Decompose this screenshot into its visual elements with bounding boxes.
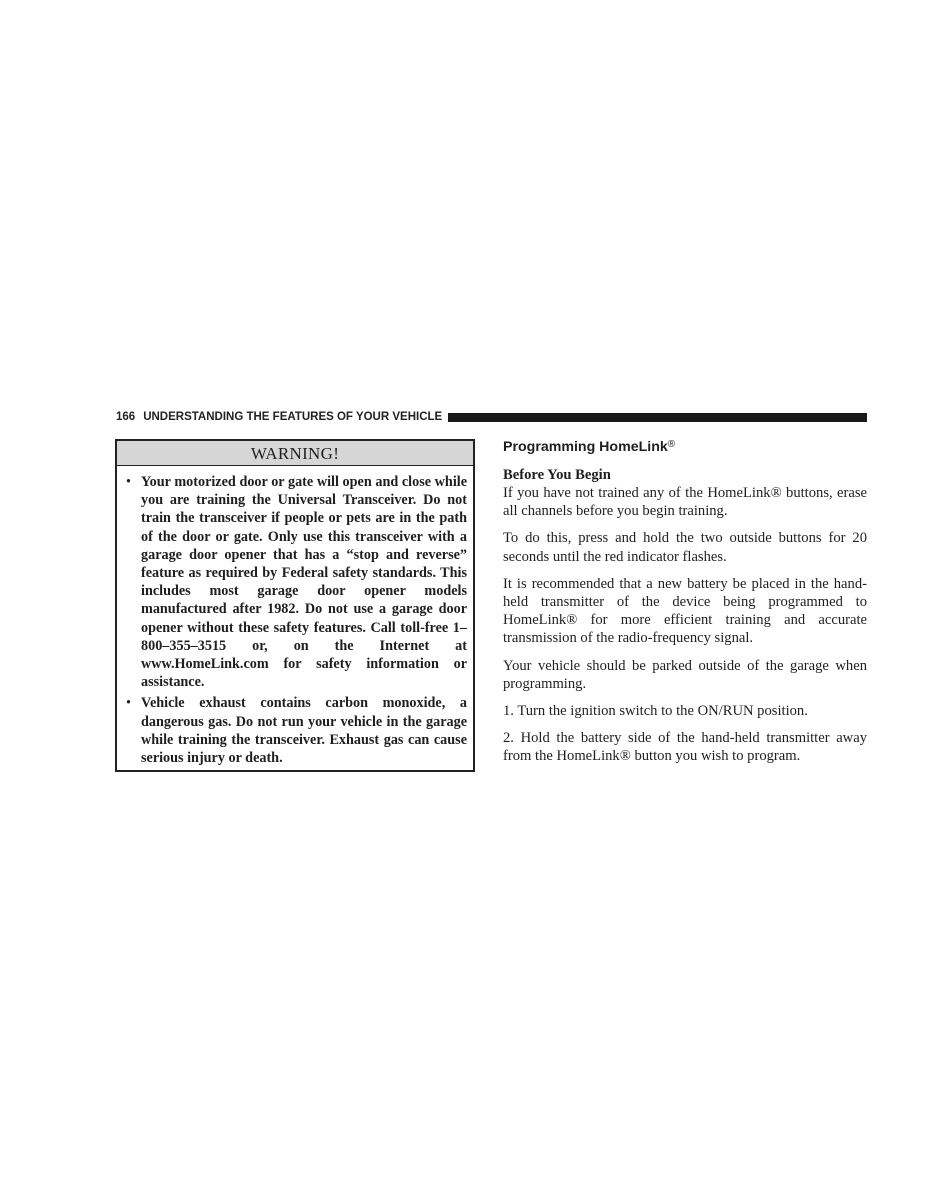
registered-mark: ® xyxy=(667,439,676,450)
warning-list xyxy=(117,466,473,767)
section-heading xyxy=(503,436,867,456)
warning-item-text: Your motorized door or gate will open and close while you are training the Universal Transceiver. Do not train the transceiver if people or pets are in the path of the door or gate. Only use this transceiver with a garage door opener that has a “stop and reverse” feature as required by Federal safety standards. This includes most garage door opener models manufactured after 1982. Do not use a garage door opener without these safety features. Call toll-free 1–800–355–3515 or, on the Internet at www.HomeLink.com for safety information or assistance. xyxy=(141,474,467,691)
main-content xyxy=(503,436,867,775)
page-header xyxy=(116,408,867,426)
bullet-icon: • xyxy=(126,474,131,490)
step-2: 2. Hold the battery side of the hand-held transmitter away from the HomeLink® button you wish to program. xyxy=(503,730,867,765)
page-number: 166 xyxy=(116,411,136,423)
warning-box xyxy=(115,439,475,772)
heading-text: Programming HomeLink xyxy=(503,439,668,455)
header-rule xyxy=(448,413,867,422)
step-1: 1. Turn the ignition switch to the ON/RUN position. xyxy=(503,703,808,720)
bullet-icon: • xyxy=(126,695,131,712)
paragraph: It is recommended that a new battery be placed in the hand-held transmitter of the device being programmed to HomeLink® for more efficient training and accurate transmission of the radio-frequency signal. xyxy=(503,575,867,647)
warning-item xyxy=(125,473,467,691)
section-title: UNDERSTANDING THE FEATURES OF YOUR VEHICLE xyxy=(143,411,443,423)
warning-item-text: Vehicle exhaust contains carbon monoxide, a dangerous gas. Do not run your vehicle in the garage while training the transceiver. Exhaust gas can cause serious injury or death. xyxy=(141,695,467,767)
subheading: Before You Begin xyxy=(503,467,611,483)
warning-item xyxy=(125,694,467,767)
paragraph: To do this, press and hold the two outside buttons for 20 seconds until the red indicator flashes. xyxy=(503,530,867,565)
warning-title: WARNING! xyxy=(117,441,473,466)
paragraph: Your vehicle should be parked outside of the garage when programming. xyxy=(503,657,867,692)
paragraph: If you have not trained any of the HomeLink® buttons, erase all channels before you begin training. xyxy=(503,485,867,520)
